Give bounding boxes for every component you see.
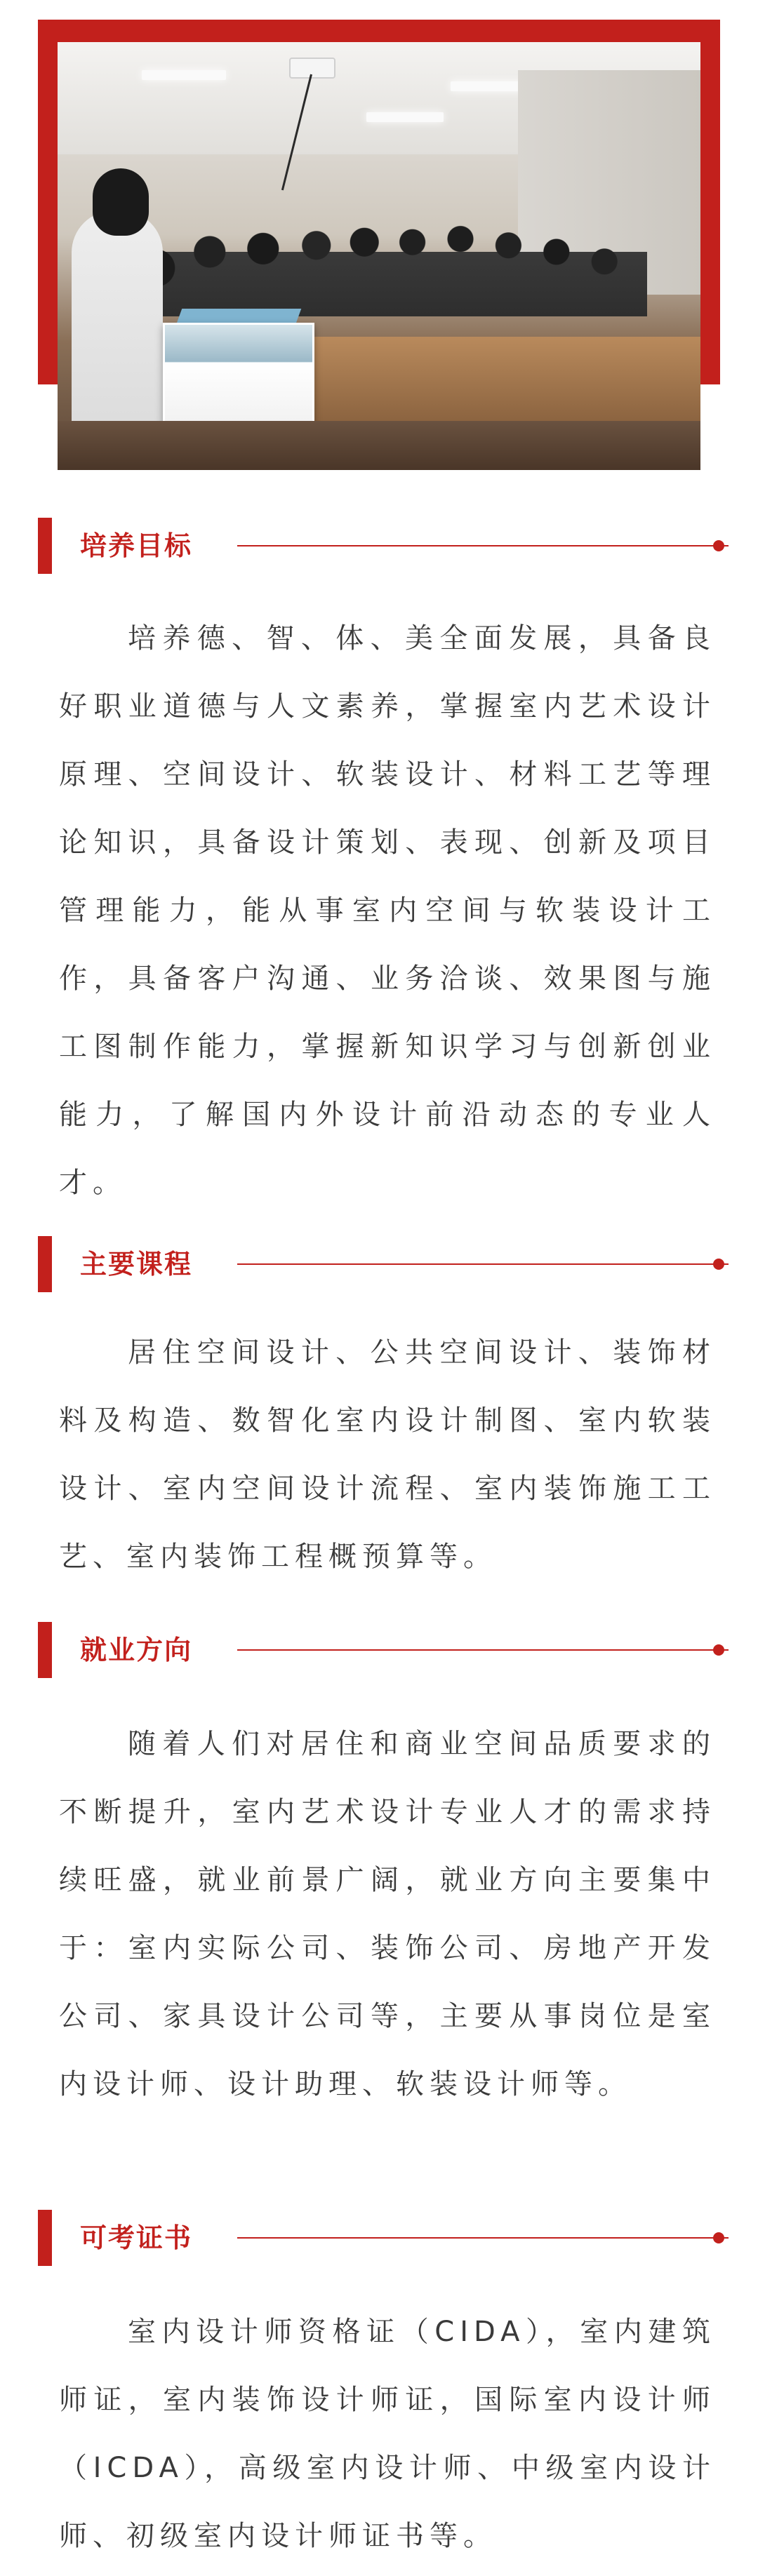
section-header-career-direction (38, 1622, 720, 1678)
classroom-photo (58, 42, 700, 470)
section-title: 可考证书 (80, 2222, 193, 2253)
section-divider-line (237, 545, 729, 546)
section-body-training-goals: 培养德、智、体、美全面发展，具备良好职业道德与人文素养，掌握室内艺术设计原理、空间设计、软装设计、材料工艺等理论知识，具备设计策划、表现、创新及项目管理能力，能从事室内空间与软装设计工作，具备客户沟通、业务洽谈、效果图与施工图制作能力，掌握新知识学习与创新创业能力，了解国内外设计前沿动态的专业人才。 (59, 622, 716, 1199)
section-divider-line (237, 1649, 729, 1651)
section-accent-bar (38, 2210, 52, 2266)
section-header-training-goals (38, 518, 720, 574)
section-divider-line (237, 2237, 729, 2239)
section-body-main-courses: 居住空间设计、公共空间设计、装饰材料及构造、数智化室内设计制图、室内软装设计、室内空间设计流程、室内装饰施工工艺、室内装饰工程概预算等。 (59, 1336, 716, 1573)
photo-floor (58, 421, 700, 470)
section-divider-dot (713, 1259, 724, 1270)
section-title: 主要课程 (80, 1249, 193, 1280)
section-body-certificates: 室内设计师资格证（CIDA），室内建筑师证，室内装饰设计师证，国际室内设计师（ICDA），高级室内设计师、中级室内设计师、初级室内设计师证书等。 (59, 2316, 716, 2552)
standing-student-head (93, 168, 149, 236)
section-header-main-courses (38, 1236, 720, 1292)
ceiling-light (366, 112, 444, 122)
architecture-model (163, 323, 314, 432)
projector (289, 58, 335, 79)
section-title: 培养目标 (80, 530, 193, 561)
section-divider-dot (713, 2232, 724, 2243)
section-accent-bar (38, 1236, 52, 1292)
section-divider-line (237, 1263, 729, 1265)
ceiling-light (142, 70, 226, 80)
section-divider-dot (713, 1644, 724, 1656)
section-accent-bar (38, 518, 52, 574)
section-divider-dot (713, 540, 724, 551)
section-accent-bar (38, 1622, 52, 1678)
section-body-career-direction: 随着人们对居住和商业空间品质要求的不断提升，室内艺术设计专业人才的需求持续旺盛，就业前景广阔，就业方向主要集中于：室内实际公司、装饰公司、房地产开发公司、家具设计公司等，主要从事岗位是室内设计师、设计助理、软装设计师等。 (59, 1728, 716, 2100)
section-header-certificates (38, 2210, 720, 2266)
section-title: 就业方向 (80, 1635, 193, 1665)
